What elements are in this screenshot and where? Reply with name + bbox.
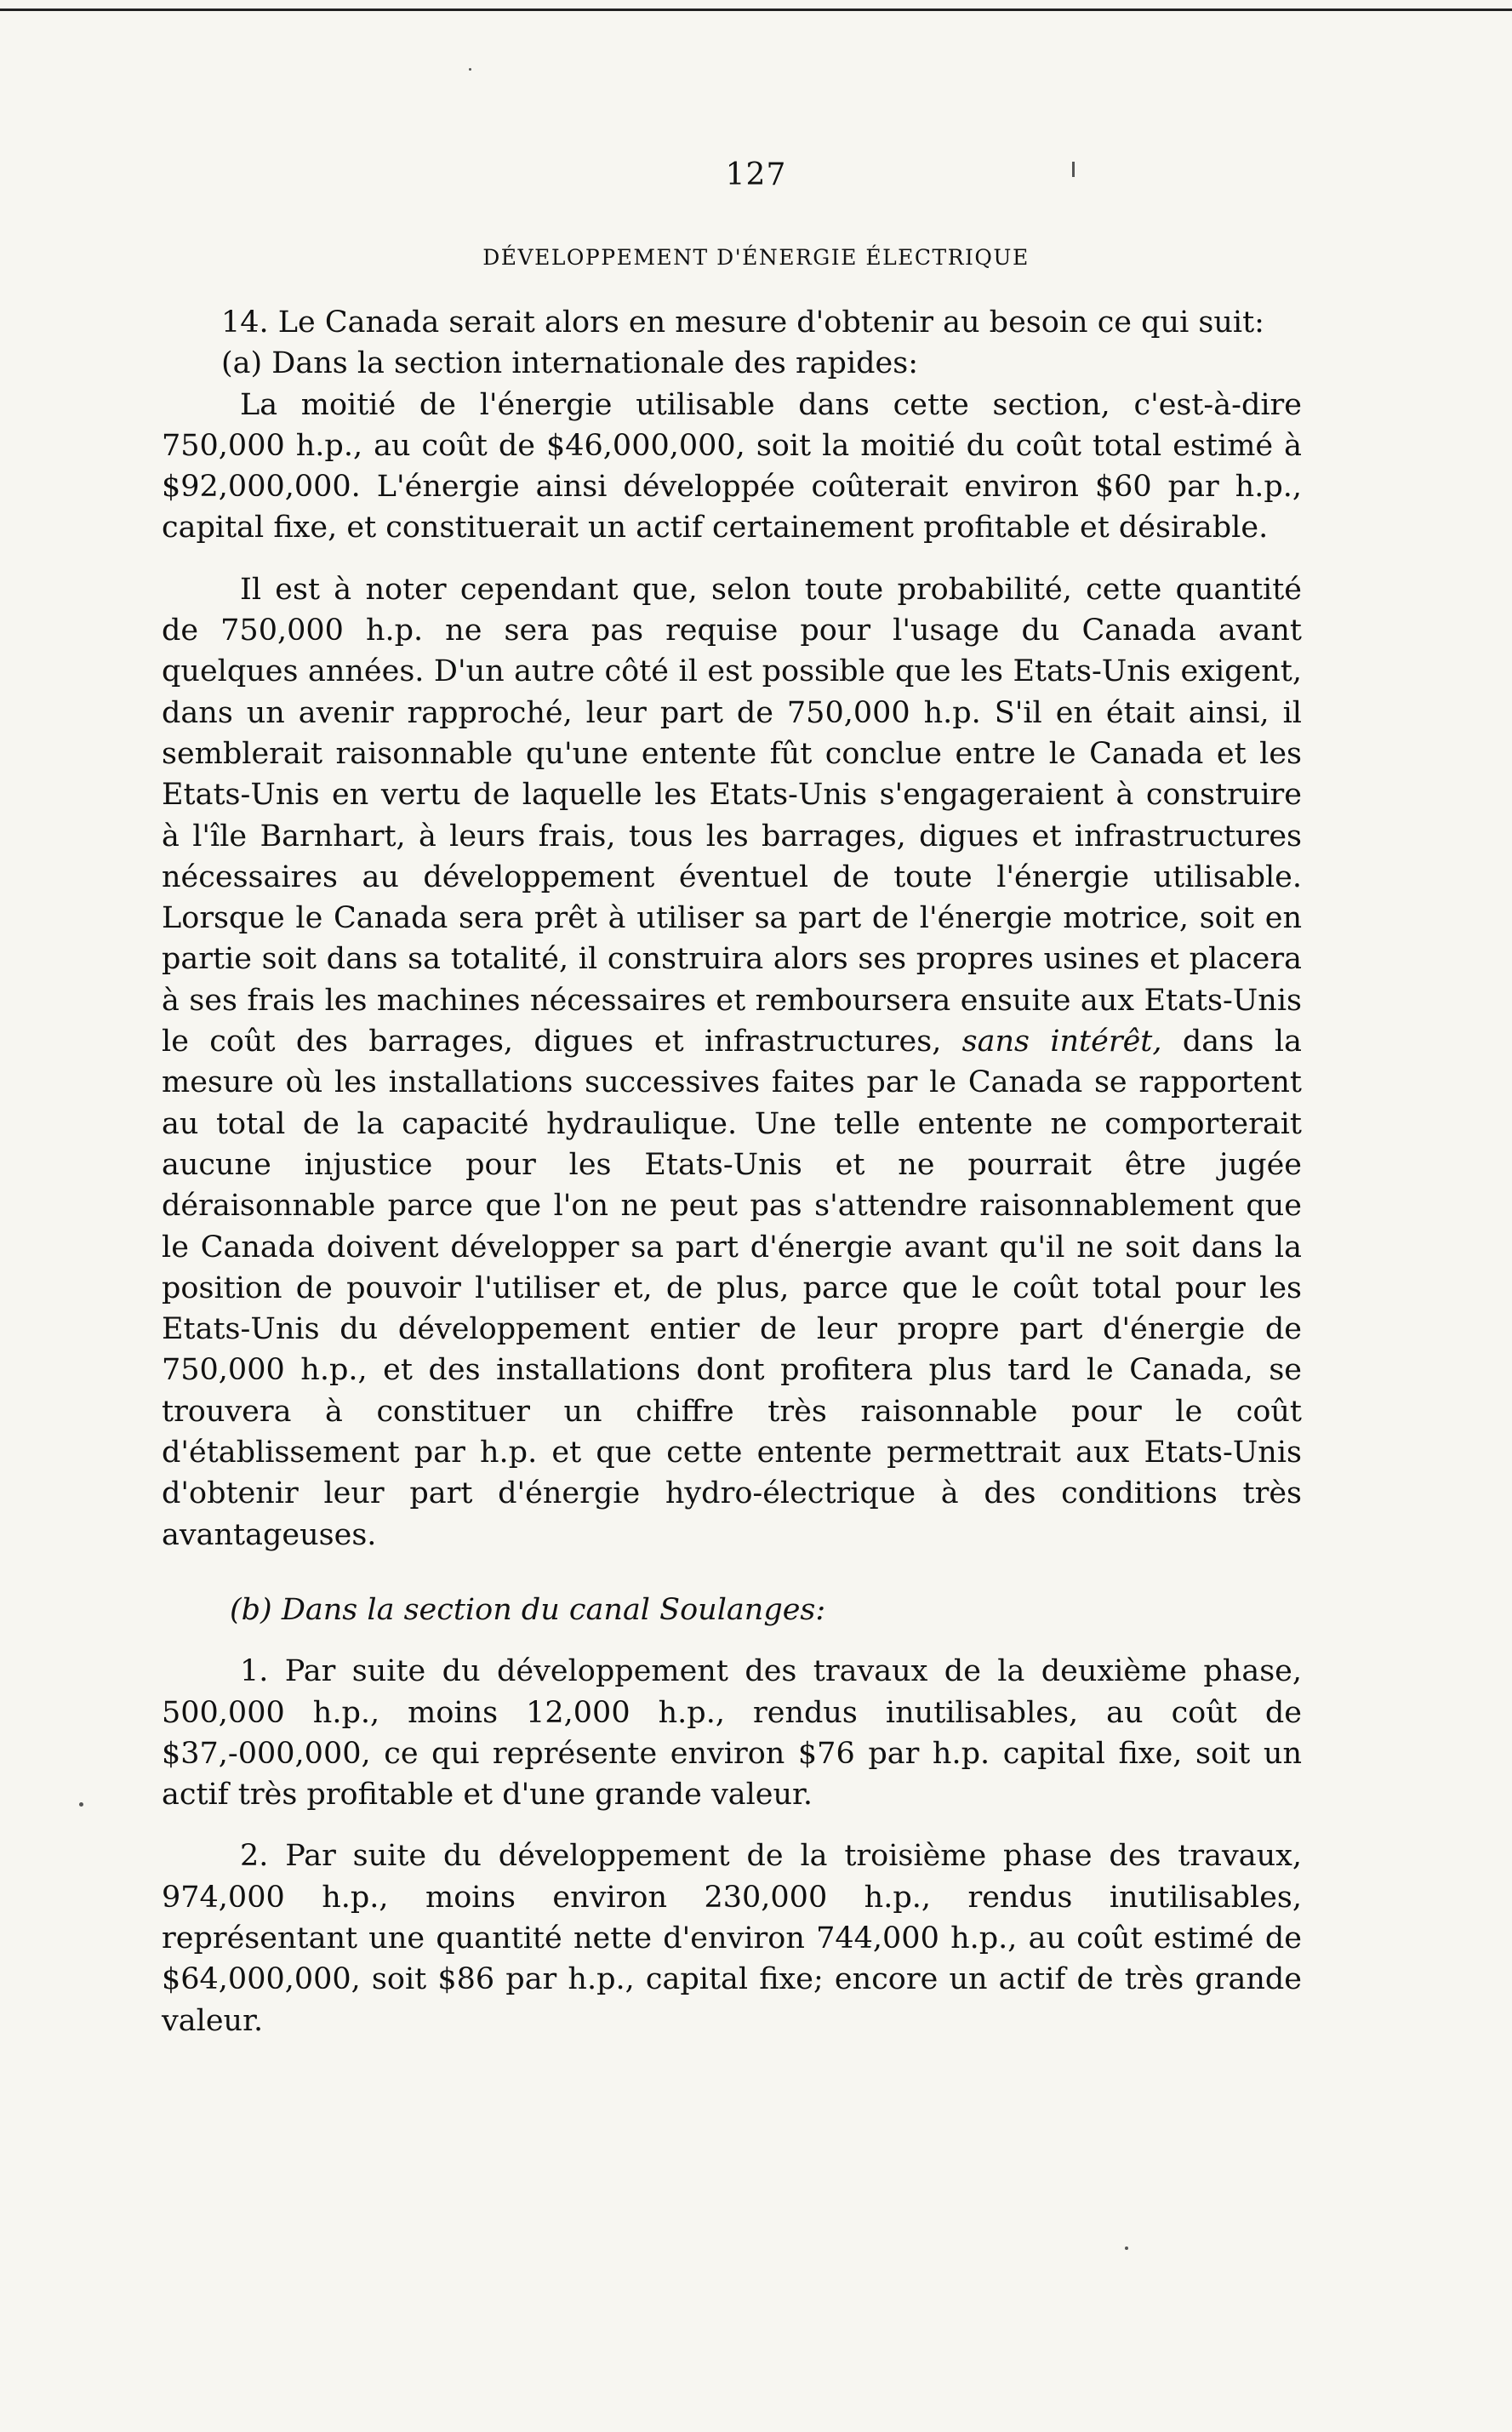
section-a-paragraph-2 — [162, 569, 1302, 1556]
section-a-heading: (a) Dans la section internationale des rapides: — [221, 346, 919, 381]
body-text — [162, 302, 1302, 2041]
margin-speck — [79, 1802, 83, 1807]
section-b-item-1: 1. Par suite du développement des travaux de la deuxième phase, 500,000 h.p., moins 12,000 h.p., rendus inutilisables, au coût de $37,-000,000, ce qui représente environ $76 par h.p. capital fixe, soit un actif très profitable et d'une grande valeur. — [162, 1654, 1302, 1813]
margin-speck — [469, 68, 471, 71]
section-a-paragraph-1: La moitié de l'énergie utilisable dans cette section, c'est-à-dire 750,000 h.p., au coût de $46,000,000, soit la moitié du coût total estimé à $92,000,000. L'énergie ainsi développée coûterait environ $60 par h.p., capital fixe, et constituerait un actif certainement profitable et désirable. — [162, 387, 1302, 545]
margin-speck — [1072, 162, 1075, 177]
section-b-heading: (b) Dans la section du canal Soulanges: — [230, 1592, 826, 1627]
section-b-item-2: 2. Par suite du développement de la troisième phase des travaux, 974,000 h.p., moins environ 230,000 h.p., rendus inutilisables, représentant une quantité nette d'environ 744,000 h.p., au coût estimé de $64,000,000, soit $86 par h.p., capital fixe; encore un actif de très grande valeur. — [162, 1839, 1302, 2038]
page-number: 127 — [725, 157, 787, 192]
margin-speck — [1125, 2246, 1128, 2250]
running-head: DÉVELOPPEMENT D'ÉNERGIE ÉLECTRIQUE — [482, 245, 1030, 270]
sans-interet-emphasis: sans intérêt, — [961, 1025, 1162, 1059]
section-a-paragraph-2-text: Il est à noter cependant que, selon toute probabilité, cette quantité de 750,000 h.p. ne sera pas requise pour l'usage du Canada avant quelques années. D'un autre côté il est possible que les Etats-Unis exigent, dans un avenir rapproché, leur part de 750,000 h.p. S'il en était ainsi, il semblerait raisonnable qu'une entente fût conclue entre le Canada et les Etats-Unis en vertu de laquelle les Etats-Unis s'engageraient à construire à l'île Barnhart, à leurs frais, tous les barrages, digues et infrastructures nécessaires au développement éventuel de toute l'énergie utilisable. Lorsque le Canada sera prêt à utiliser sa part de l'énergie motrice, soit en partie soit dans sa totalité, il construira alors ses propres usines et placera à ses frais les machines nécessaires et remboursera ensuite aux Etats-Unis le coût des barrages, digues et infrastructures, — [162, 572, 1302, 1059]
paragraph-14: 14. Le Canada serait alors en mesure d'obtenir au besoin ce qui suit: — [221, 305, 1264, 340]
section-a-paragraph-2-continuation: dans la mesure où les installations successives faites par le Canada se rapportent au total de la capacité hydraulique. Une telle entente ne comporterait aucune injustice pour les Etats-Unis et ne pourrait être jugée déraisonnable parce que l'on ne peut pas s'attendre raisonnablement que le Canada doivent développer sa part d'énergie avant qu'il ne soit dans la position de pouvoir l'utiliser et, de plus, parce que le coût total pour les Etats-Unis du développement entier de leur propre part d'énergie de 750,000 h.p., et des installations dont profitera plus tard le Canada, se trouvera à constituer un chiffre très raisonnable pour le coût d'établissement par h.p. et que cette entente permettrait aux Etats-Unis d'obtenir leur part d'énergie hydro-électrique à des conditions très avantageuses. — [162, 1025, 1302, 1552]
